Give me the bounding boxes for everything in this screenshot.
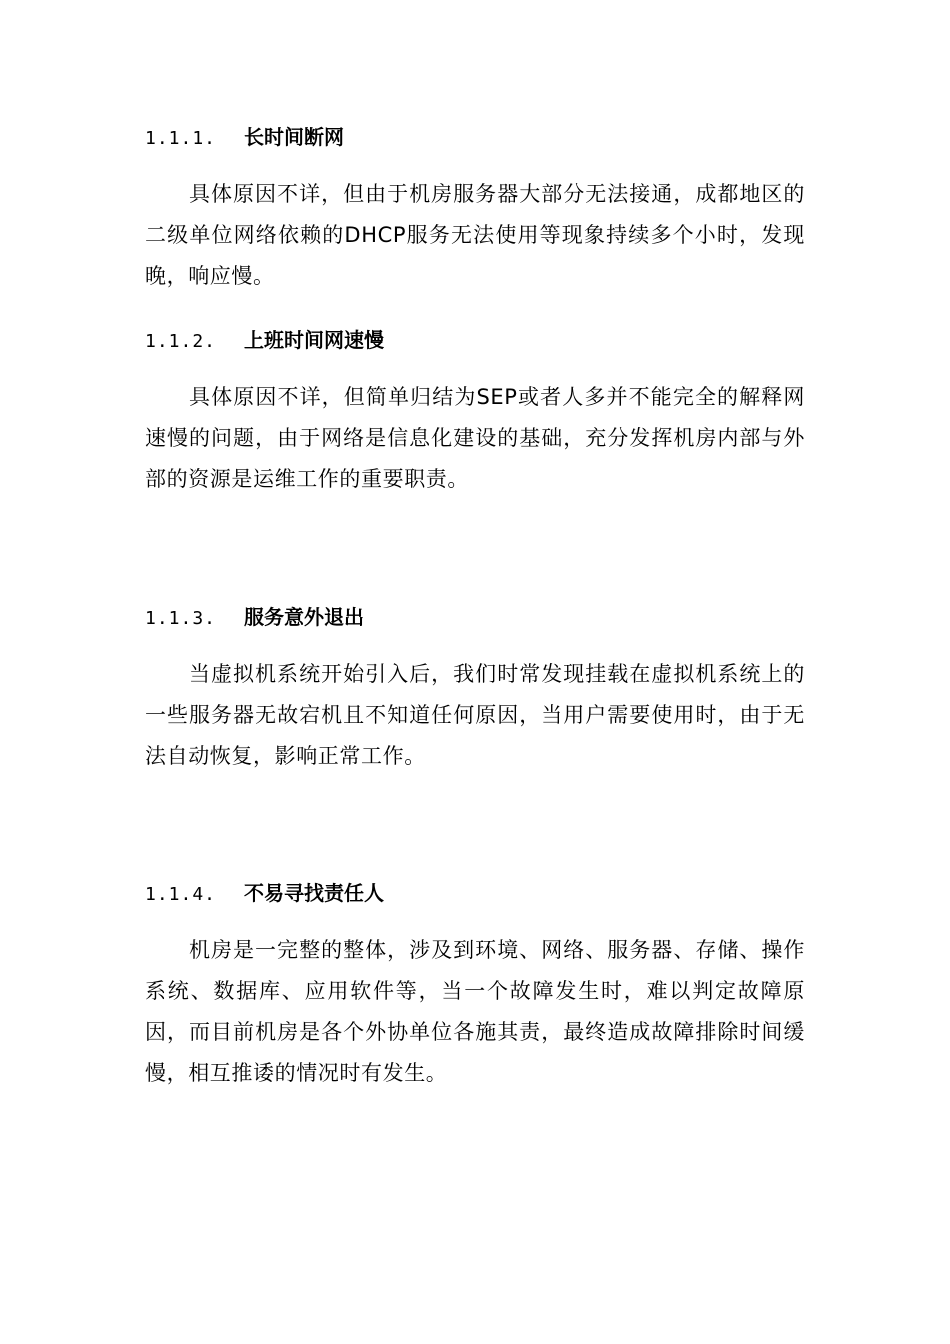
section-1-1-4 — [145, 878, 805, 1094]
section-heading — [145, 122, 805, 152]
section-number: 1.1.2. — [145, 331, 217, 352]
section-paragraph: 具体原因不详，但由于机房服务器大部分无法接通，成都地区的二级单位网络依赖的DHCP服务无法使用等现象持续多个小时，发现晚，响应慢。 — [145, 182, 805, 288]
section-heading — [145, 325, 805, 355]
section-title: 服务意外退出 — [244, 605, 364, 629]
section-1-1-3 — [145, 602, 805, 777]
section-title: 上班时间网速慢 — [244, 328, 384, 352]
section-number: 1.1.1. — [145, 128, 217, 149]
section-number: 1.1.4. — [145, 884, 217, 905]
section-number: 1.1.3. — [145, 608, 217, 629]
section-paragraph: 当虚拟机系统开始引入后，我们时常发现挂载在虚拟机系统上的一些服务器无故宕机且不知道任何原因，当用户需要使用时，由于无法自动恢复，影响正常工作。 — [145, 662, 805, 768]
section-title: 不易寻找责任人 — [244, 881, 384, 905]
section-heading — [145, 878, 805, 908]
section-1-1-1 — [145, 122, 805, 297]
section-heading — [145, 602, 805, 632]
section-paragraph: 具体原因不详，但简单归结为SEP或者人多并不能完全的解释网速慢的问题，由于网络是信息化建设的基础，充分发挥机房内部与外部的资源是运维工作的重要职责。 — [145, 385, 805, 491]
section-title: 长时间断网 — [244, 125, 344, 149]
section-1-1-2 — [145, 325, 805, 500]
section-paragraph: 机房是一完整的整体，涉及到环境、网络、服务器、存储、操作系统、数据库、应用软件等，当一个故障发生时，难以判定故障原因，而目前机房是各个外协单位各施其责，最终造成故障排除时间缓慢，相互推诿的情况时有发生。 — [145, 938, 805, 1085]
